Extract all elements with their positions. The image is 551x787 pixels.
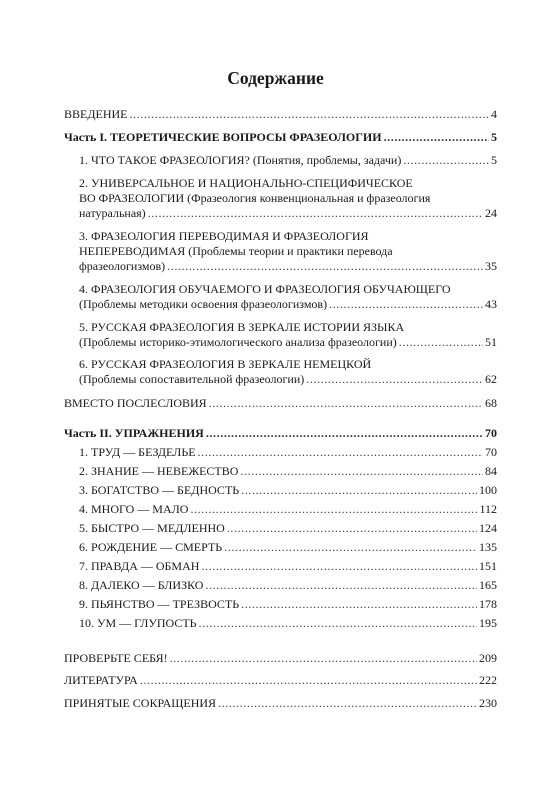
- dot-leader: [206, 426, 483, 441]
- page-number: 5: [491, 130, 497, 144]
- dot-leader: [167, 259, 483, 274]
- dot-leader: [170, 651, 477, 666]
- dot-leader: [240, 464, 483, 479]
- toc-entry-line: ВО ФРАЗЕОЛОГИИ (Фразеология конвенциональная и фразеология: [79, 191, 431, 205]
- dot-leader: [140, 673, 477, 688]
- dot-leader: [198, 445, 483, 460]
- dot-leader: [199, 616, 477, 631]
- toc-entry-title: ВВЕДЕНИЕ: [64, 107, 128, 121]
- page-number: 70: [485, 426, 497, 440]
- dot-leader: [403, 153, 489, 168]
- page-number: 124: [479, 521, 497, 535]
- toc-entry[interactable]: [64, 396, 497, 411]
- dot-leader: [227, 521, 477, 536]
- page-number: 24: [485, 206, 497, 220]
- page-number: 195: [479, 616, 497, 630]
- dot-leader: [148, 206, 483, 221]
- toc-entry[interactable]: [79, 282, 497, 312]
- toc-entry-title: (Проблемы историко-этимологического анализа фразеологии): [79, 335, 397, 349]
- toc-entry[interactable]: [79, 559, 497, 574]
- dot-leader: [201, 559, 477, 574]
- toc-entry-title: (Проблемы сопоставительной фразеологии): [79, 372, 305, 386]
- page-number: 100: [479, 483, 497, 497]
- dot-leader: [241, 483, 477, 498]
- dot-leader: [399, 335, 483, 350]
- toc-entry[interactable]: [79, 597, 497, 612]
- toc-entry-title: 8. ДАЛЕКО — БЛИЗКО: [79, 578, 204, 592]
- toc-entry-line: 2. УНИВЕРСАЛЬНОЕ И НАЦИОНАЛЬНО-СПЕЦИФИЧЕСКОЕ: [79, 176, 413, 190]
- page-number: 230: [479, 696, 497, 710]
- toc-entry-title: 4. МНОГО — МАЛО: [79, 502, 189, 516]
- toc-entry[interactable]: [79, 540, 497, 555]
- toc-entry-title: Часть II. УПРАЖНЕНИЯ: [64, 426, 204, 440]
- toc-entry[interactable]: [79, 357, 497, 387]
- toc-entry-title: 5. БЫСТРО — МЕДЛЕННО: [79, 521, 225, 535]
- page-number: 151: [479, 559, 497, 573]
- toc-entry-title: 6. РОЖДЕНИЕ — СМЕРТЬ: [79, 540, 223, 554]
- toc-entry-title: натуральная): [79, 206, 146, 220]
- dot-leader: [218, 696, 477, 711]
- page-number: 222: [479, 673, 497, 687]
- toc-entry-title: 1. ЧТО ТАКОЕ ФРАЗЕОЛОГИЯ? (Понятия, проблемы, задачи): [79, 153, 402, 167]
- page-number: 5: [491, 153, 497, 167]
- dot-leader: [329, 297, 483, 312]
- toc-entry-title: фразеологизмов): [79, 259, 166, 273]
- toc-entry-title: 2. ЗНАНИЕ — НЕВЕЖЕСТВО: [79, 464, 239, 478]
- page-number: 165: [479, 578, 497, 592]
- toc-entry[interactable]: [64, 673, 497, 688]
- toc-entry-title: 7. ПРАВДА — ОБМАН: [79, 559, 200, 573]
- toc-entry[interactable]: [79, 445, 497, 460]
- page-number: 112: [479, 502, 497, 516]
- toc-entry-line: 3. ФРАЗЕОЛОГИЯ ПЕРЕВОДИМАЯ И ФРАЗЕОЛОГИЯ: [79, 229, 369, 243]
- toc-entry-line: 5. РУССКАЯ ФРАЗЕОЛОГИЯ В ЗЕРКАЛЕ ИСТОРИИ ЯЗЫКА: [79, 320, 405, 334]
- toc-entry-title: 9. ПЬЯНСТВО — ТРЕЗВОСТЬ: [79, 597, 240, 611]
- page-number: 68: [485, 396, 497, 410]
- page-number: 43: [485, 297, 497, 311]
- toc-entry[interactable]: [79, 578, 497, 593]
- toc-entry[interactable]: [79, 176, 497, 221]
- toc-entry[interactable]: [64, 130, 497, 145]
- toc-entry-title: ЛИТЕРАТУРА: [64, 673, 138, 687]
- toc-entry[interactable]: [79, 616, 497, 631]
- toc-entry[interactable]: [79, 229, 497, 274]
- page-number: 178: [479, 597, 497, 611]
- dot-leader: [306, 372, 483, 387]
- toc-entry[interactable]: [64, 651, 497, 666]
- dot-leader: [224, 540, 477, 555]
- toc-entry-line: 6. РУССКАЯ ФРАЗЕОЛОГИЯ В ЗЕРКАЛЕ НЕМЕЦКОЙ: [79, 357, 372, 371]
- dot-leader: [384, 130, 489, 145]
- toc-entry-title: Часть I. ТЕОРЕТИЧЕСКИЕ ВОПРОСЫ ФРАЗЕОЛОГИИ: [64, 130, 382, 144]
- dot-leader: [130, 107, 489, 122]
- page-number: 70: [485, 445, 497, 459]
- page-number: 51: [485, 335, 497, 349]
- toc-entry-title: 3. БОГАТСТВО — БЕДНОСТЬ: [79, 483, 240, 497]
- toc-entry[interactable]: [79, 464, 497, 479]
- toc-entry-line: НЕПЕРЕВОДИМАЯ (Проблемы теории и практики перевода: [79, 244, 393, 258]
- dot-leader: [190, 502, 477, 517]
- toc-entry-title: ПРОВЕРЬТЕ СЕБЯ!: [64, 651, 168, 665]
- toc-entry-title: 10. УМ — ГЛУПОСТЬ: [79, 616, 197, 630]
- toc-entry[interactable]: [79, 320, 497, 350]
- toc-entry[interactable]: [79, 483, 497, 498]
- page-number: 62: [485, 372, 497, 386]
- page-number: 135: [479, 540, 497, 554]
- toc-entry-title: 1. ТРУД — БЕЗДЕЛЬЕ: [79, 445, 196, 459]
- toc-entry[interactable]: [64, 426, 497, 441]
- toc-entry[interactable]: [64, 696, 497, 711]
- page-number: 84: [485, 464, 497, 478]
- toc-entry[interactable]: [79, 502, 497, 517]
- toc-entry-title: (Проблемы методики освоения фразеологизмов): [79, 297, 328, 311]
- dot-leader: [205, 578, 477, 593]
- dot-leader: [209, 396, 483, 411]
- toc-entry-line: 4. ФРАЗЕОЛОГИЯ ОБУЧАЕМОГО И ФРАЗЕОЛОГИЯ ОБУЧАЮЩЕГО: [79, 282, 451, 296]
- toc-entry[interactable]: [79, 153, 497, 168]
- toc-entry[interactable]: [79, 521, 497, 536]
- dot-leader: [241, 597, 477, 612]
- toc-entry[interactable]: [64, 107, 497, 122]
- page-number: 35: [485, 259, 497, 273]
- toc-entry-title: ПРИНЯТЫЕ СОКРАЩЕНИЯ: [64, 696, 217, 710]
- page-number: 4: [491, 107, 497, 121]
- toc-entry-title: ВМЕСТО ПОСЛЕСЛОВИЯ: [64, 396, 207, 410]
- page-title: Содержание: [227, 68, 324, 88]
- page-number: 209: [479, 651, 497, 665]
